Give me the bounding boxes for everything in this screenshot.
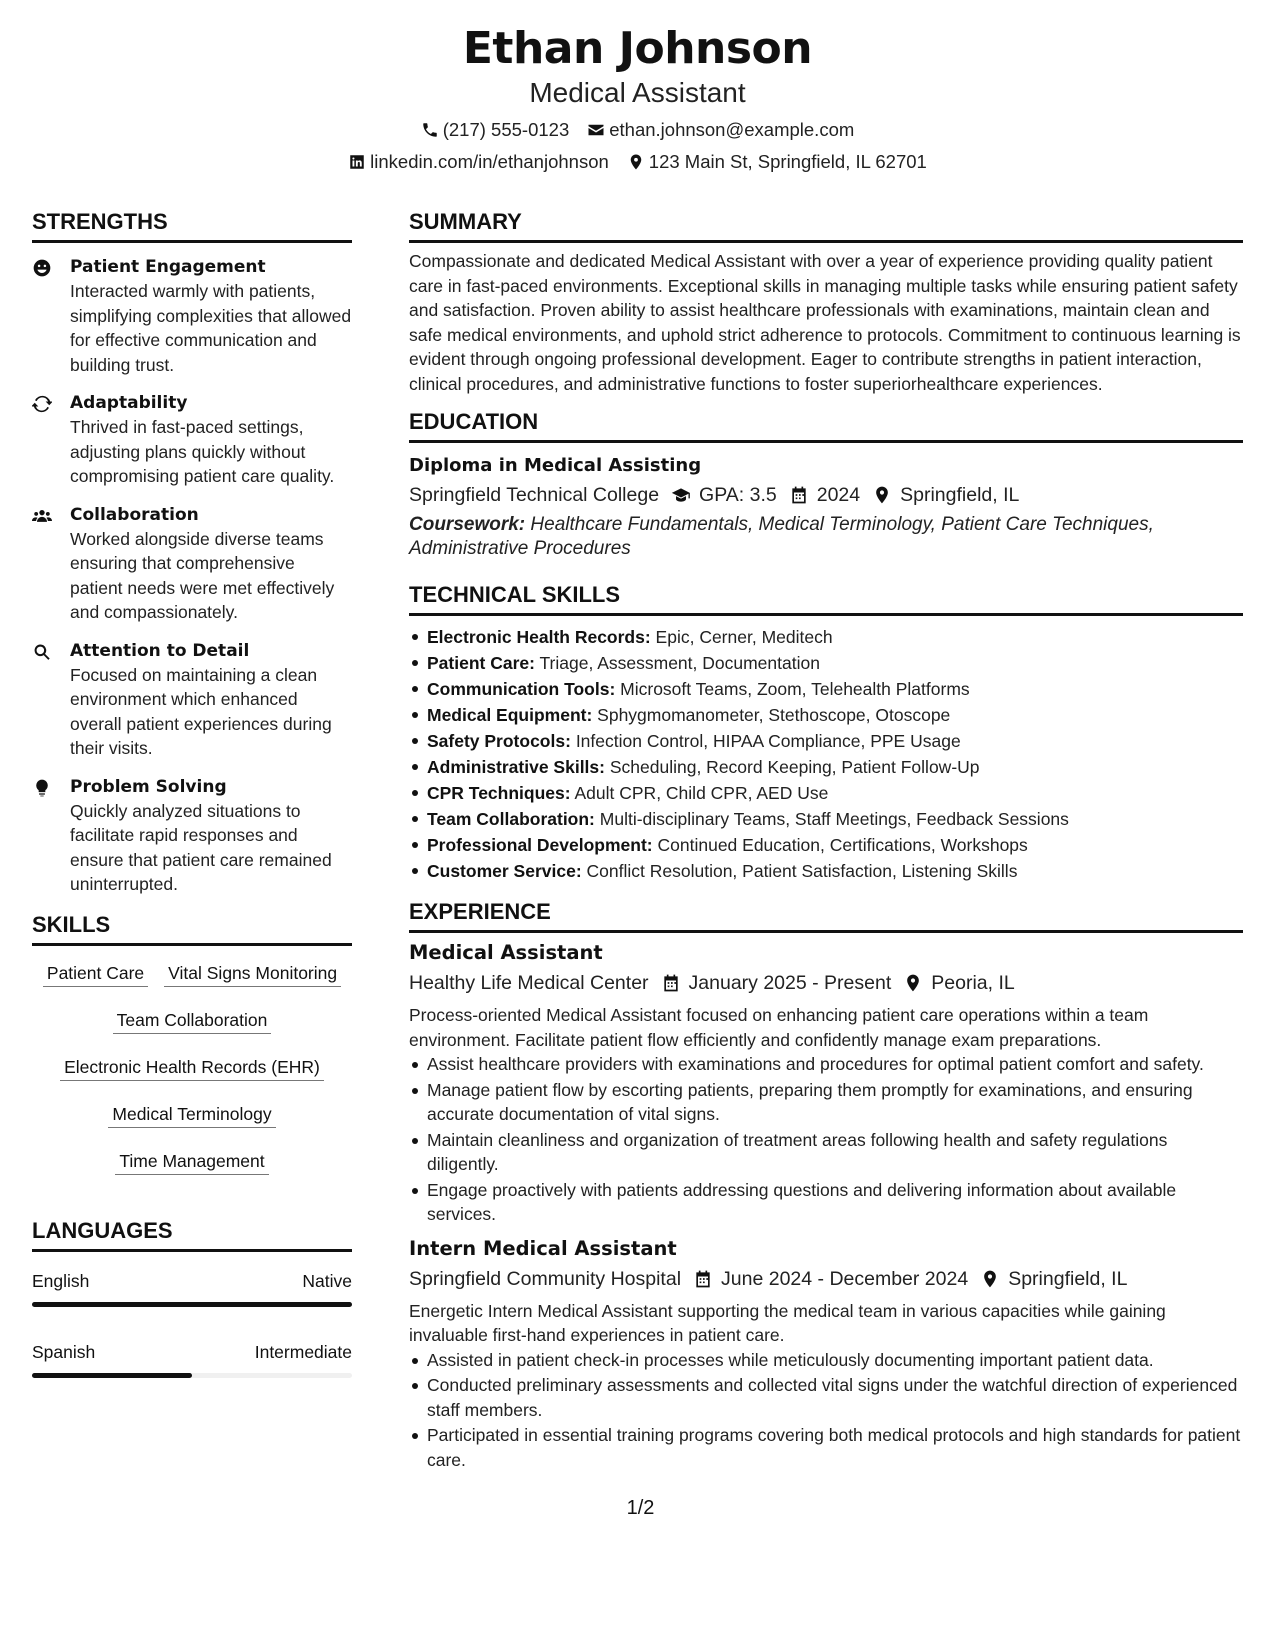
technical-skills-list (409, 624, 1243, 884)
skills-section (32, 911, 352, 1189)
list-item (409, 832, 1243, 858)
map-pin-icon (980, 1269, 1000, 1289)
list-item (409, 702, 1243, 728)
job-description: Energetic Intern Medical Assistant supporting the medical team in various capacities while gaining invaluable first-hand experiences in patient care. (409, 1300, 1166, 1345)
users-icon (32, 506, 52, 526)
strength-desc: Interacted warmly with patients, simplifying complexities that allowed for effective communication and building trust. (70, 281, 352, 375)
contact-row-2 (0, 150, 1275, 174)
strength-desc: Thrived in fast-paced settings, adjusting plans quickly without compromising patient care quality. (70, 417, 335, 486)
search-icon (32, 642, 52, 662)
proficiency-bar (32, 1373, 352, 1378)
skill-tag: Electronic Health Records (EHR) (60, 1048, 324, 1081)
list-item: Assist healthcare providers with examinations and procedures for optimal patient comfort and safety. (409, 1052, 1243, 1077)
skill-label: Patient Care: (427, 653, 535, 673)
coursework-label: Coursework: (409, 514, 526, 535)
list-item (409, 650, 1243, 676)
strength-desc: Quickly analyzed situations to facilitate rapid responses and ensure that patient care remained uninterrupted. (70, 800, 332, 894)
job-entry (409, 939, 1243, 1227)
language-name: Spanish (32, 1341, 96, 1362)
strengths-heading: STRENGTHS (32, 208, 352, 243)
coursework-list: Healthcare Fundamentals, Medical Terminology, Patient Care Techniques, Administrative Procedures (409, 514, 1154, 559)
summary-heading: SUMMARY (409, 208, 1243, 243)
summary-text: Compassionate and dedicated Medical Assistant with over a year of experience providing quality patient care in fast-paced environments. Exceptional skills in managing multiple tasks while ensuring patient safety and satisfaction. Proven ability to assist healthcare professionals with examinations, maintain clean and safe medical environments, and uphold strict adherence to protocols. Commitment to continuous learning is evident through ongoing professional development. Eager to contribute strengths in patient interaction, clinical procedures, and administrative functions to foster superiorhealthcare experiences. (409, 251, 1241, 394)
contact-row (0, 118, 1275, 142)
experience-heading: EXPERIENCE (409, 898, 1243, 933)
strength-title: Problem Solving (70, 776, 227, 797)
experience-section (409, 898, 1243, 1472)
proficiency-fill (32, 1302, 352, 1307)
job-location: Peoria, IL (931, 972, 1015, 994)
skill-label: Team Collaboration: (427, 809, 595, 829)
strength-item (32, 775, 352, 897)
strength-title: Patient Engagement (70, 257, 266, 277)
skill-value: Epic, Cerner, Meditech (655, 627, 833, 647)
skill-label: Medical Equipment: (427, 705, 593, 725)
job-meta (409, 1265, 1243, 1293)
skill-value: Infection Control, HIPAA Compliance, PPE Usage (575, 731, 961, 751)
list-item: Maintain cleanliness and organization of treatment areas following health and safety regulations diligently. (409, 1128, 1243, 1177)
strength-item (32, 255, 352, 377)
proficiency-bar (32, 1302, 352, 1307)
linkedin-icon (348, 153, 366, 171)
strength-desc: Worked alongside diverse teams ensuring that comprehensive patient needs were met effectively and compassionately. (70, 528, 335, 622)
technical-skills-section (409, 581, 1243, 884)
skill-value: Multi-disciplinary Teams, Staff Meetings, Feedback Sessions (599, 809, 1069, 829)
map-pin-icon (903, 973, 923, 993)
skill-label: Communication Tools: (427, 679, 616, 699)
strength-desc: Focused on maintaining a clean environment which enhanced overall patient experiences during their visits. (70, 664, 332, 758)
job-bullets (409, 1052, 1243, 1227)
job-title: Medical Assistant (409, 941, 603, 964)
phone-contact (421, 118, 570, 142)
skill-value: Scheduling, Record Keeping, Patient Follow-Up (609, 757, 980, 777)
smile-icon (32, 258, 52, 278)
language-item (32, 1339, 352, 1378)
list-item (409, 676, 1243, 702)
phone-text: (217) 555-0123 (442, 119, 570, 140)
proficiency-fill (32, 1373, 192, 1378)
coursework (409, 513, 1243, 561)
candidate-name: Ethan Johnson (462, 23, 813, 74)
list-item (409, 728, 1243, 754)
strengths-list (32, 255, 352, 897)
languages-heading: LANGUAGES (32, 1217, 352, 1252)
education-meta (409, 481, 1243, 509)
list-item: Engage proactively with patients addressing questions and delivering information about available services. (409, 1178, 1243, 1227)
job-location: Springfield, IL (1008, 1267, 1128, 1290)
list-item: Assisted in patient check-in processes while meticulously documenting important patient data. (409, 1348, 1243, 1373)
left-column (32, 208, 352, 1378)
skill-tag: Medical Terminology (108, 1095, 275, 1128)
job-dates: January 2025 - Present (688, 972, 892, 994)
skill-value: Continued Education, Certifications, Workshops (657, 835, 1028, 855)
strength-title: Collaboration (70, 504, 199, 525)
list-item (409, 780, 1243, 806)
envelope-icon (587, 121, 605, 139)
job-description: Process-oriented Medical Assistant focused on enhancing patient care operations within a team environment. Facilitate patient flow efficiently and confidently manage exam preparations. (409, 1005, 1149, 1050)
list-item (409, 858, 1243, 884)
linkedin-contact[interactable] (348, 150, 609, 174)
job-entry (409, 1235, 1243, 1473)
degree-title: Diploma in Medical Assisting (409, 455, 702, 476)
languages-section (32, 1217, 352, 1378)
list-item: Participated in essential training programs covering both medical protocols and high standards for patient care. (409, 1423, 1243, 1472)
skill-label: CPR Techniques: (427, 783, 571, 803)
linkedin-text: linkedin.com/in/ethanjohnson (370, 151, 609, 172)
strength-item (32, 639, 352, 761)
map-pin-icon (872, 485, 892, 505)
skill-label: Safety Protocols: (427, 731, 571, 751)
skill-value: Conflict Resolution, Patient Satisfaction, Listening Skills (586, 861, 1018, 881)
graduation-cap-icon (671, 485, 691, 505)
list-item (409, 806, 1243, 832)
calendar-icon (693, 1269, 713, 1289)
language-name: English (32, 1270, 90, 1291)
job-meta (409, 969, 1243, 997)
skill-label: Customer Service: (427, 861, 582, 881)
phone-icon (421, 121, 439, 139)
skill-value: Adult CPR, Child CPR, AED Use (574, 783, 829, 803)
page-number: 1/2 (626, 1497, 655, 1519)
skill-tag: Time Management (115, 1142, 268, 1175)
skill-value: Triage, Assessment, Documentation (539, 653, 820, 673)
skill-tag: Vital Signs Monitoring (164, 954, 341, 987)
technical-skills-heading: TECHNICAL SKILLS (409, 581, 1243, 616)
education-section (409, 408, 1243, 561)
company-name: Springfield Community Hospital (409, 1267, 682, 1290)
list-item: Conducted preliminary assessments and collected vital signs under the watchful direction of experienced staff members. (409, 1373, 1243, 1422)
education-heading: EDUCATION (409, 408, 1243, 443)
resume-header (0, 22, 1275, 174)
gpa: GPA: 3.5 (699, 484, 777, 506)
skill-tag: Team Collaboration (113, 1001, 272, 1034)
list-item: Manage patient flow by escorting patients, preparing them promptly for examinations, and ensuring accurate documentation of vital signs. (409, 1078, 1243, 1127)
address-text: 123 Main St, Springfield, IL 62701 (648, 151, 927, 172)
skill-value: Microsoft Teams, Zoom, Telehealth Platforms (620, 679, 970, 699)
list-item (409, 754, 1243, 780)
skill-tag: Patient Care (43, 954, 148, 987)
graduation-year: 2024 (816, 484, 861, 506)
email-text: ethan.johnson@example.com (609, 119, 855, 140)
strength-item (32, 391, 352, 489)
skill-label: Administrative Skills: (427, 757, 605, 777)
lightbulb-icon (32, 778, 52, 798)
calendar-icon (661, 973, 681, 993)
strength-title: Attention to Detail (70, 640, 250, 661)
skills-heading: SKILLS (32, 911, 352, 946)
language-level: Native (302, 1270, 352, 1291)
skill-value: Sphygmomanometer, Stethoscope, Otoscope (597, 705, 951, 725)
job-title: Intern Medical Assistant (409, 1236, 677, 1260)
language-item (32, 1268, 352, 1307)
language-level: Intermediate (254, 1341, 352, 1362)
map-pin-icon (627, 153, 645, 171)
strength-item (32, 503, 352, 625)
strength-title: Adaptability (70, 393, 188, 413)
list-item (409, 624, 1243, 650)
job-dates: June 2024 - December 2024 (721, 1267, 969, 1290)
skill-label: Professional Development: (427, 835, 653, 855)
address-contact (627, 150, 927, 174)
school-location: Springfield, IL (900, 484, 1020, 506)
school-name: Springfield Technical College (409, 484, 660, 506)
candidate-title: Medical Assistant (529, 77, 746, 108)
skills-list (32, 954, 352, 1189)
calendar-icon (789, 485, 809, 505)
right-column (409, 208, 1243, 1473)
sync-icon (32, 394, 52, 414)
company-name: Healthy Life Medical Center (409, 972, 649, 994)
skill-label: Electronic Health Records: (427, 627, 651, 647)
email-contact[interactable] (587, 118, 854, 142)
job-bullets (409, 1348, 1243, 1473)
